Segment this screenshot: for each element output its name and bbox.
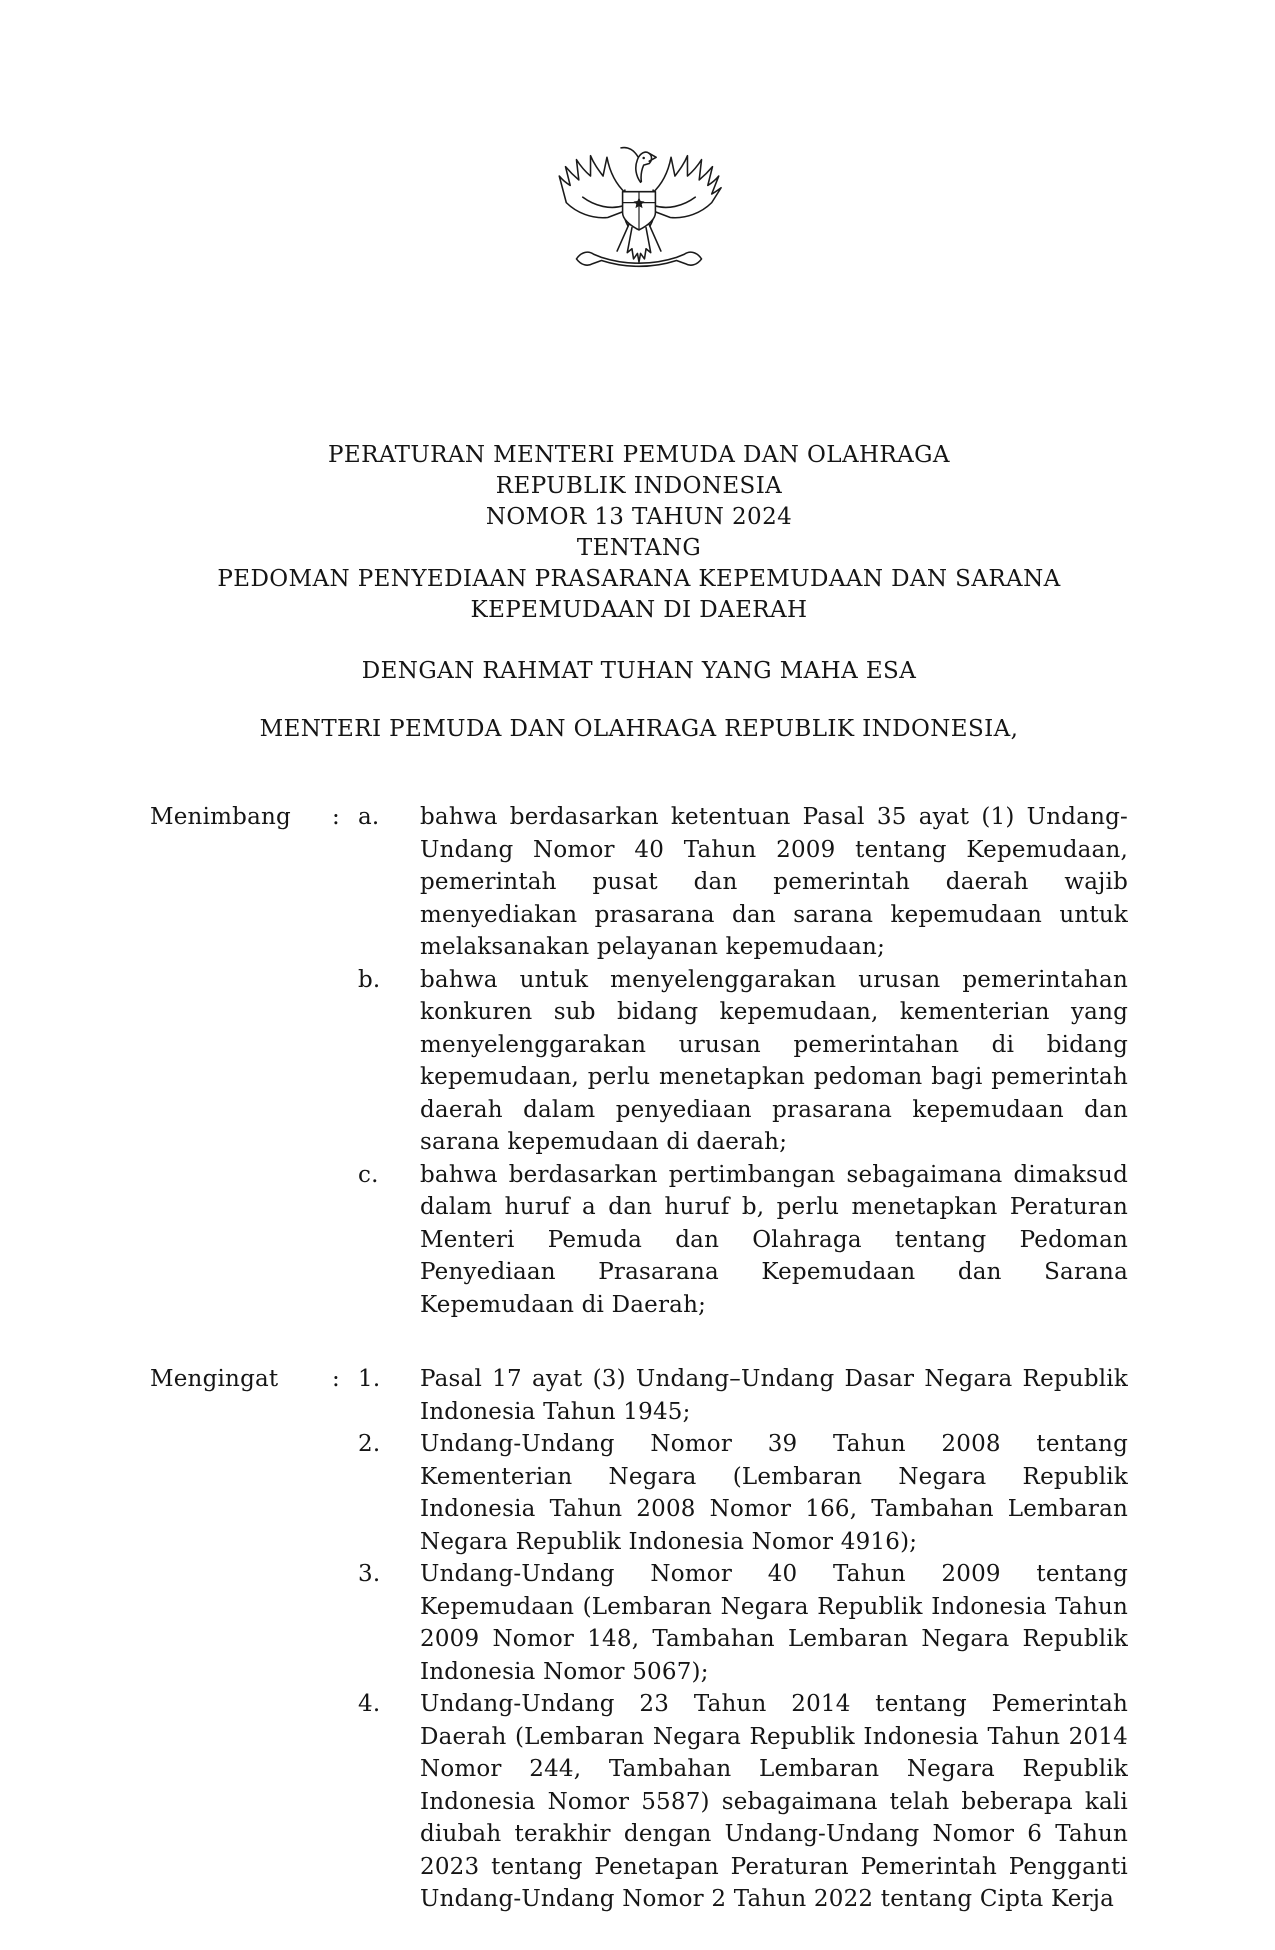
invocation-line: DENGAN RAHMAT TUHAN YANG MAHA ESA	[361, 658, 917, 684]
item-marker: 2.	[358, 1431, 381, 1457]
item-text: bahwa berdasarkan pertimbangan sebagaimana dimaksud dalam huruf a dan huruf b, perlu menetapkan Peraturan Menteri Pemuda dan Olahraga tentang Pedoman Penyediaan Prasarana Kepemudaan dan Sarana Kepemudaan di Daerah;	[420, 1161, 1128, 1318]
item-marker: 1.	[358, 1366, 381, 1392]
section-label-mengingat: Mengingat	[150, 1366, 279, 1392]
item-text: Pasal 17 ayat (3) Undang–Undang Dasar Negara Republik Indonesia Tahun 1945;	[420, 1366, 1128, 1425]
item-text: bahwa untuk menyelenggarakan urusan pemerintahan konkuren sub bidang kepemudaan, kementerian yang menyelenggarakan urusan pemerintahan di bidang kepemudaan, perlu menetapkan pedoman bagi pemerintah daerah dalam penyediaan prasarana kepemudaan dan sarana kepemudaan di daerah;	[420, 966, 1128, 1155]
title-line-subject-1: PEDOMAN PENYEDIAAN PRASARANA KEPEMUDAAN DAN SARANA	[217, 566, 1061, 592]
title-line-tentang: TENTANG	[576, 535, 702, 561]
item-marker: 3.	[358, 1561, 381, 1587]
item-marker: c.	[358, 1161, 379, 1188]
legal-basis-item	[358, 1558, 1128, 1688]
item-text: Undang-Undang Nomor 39 Tahun 2008 tentang Kementerian Negara (Lembaran Negara Republik Indonesia Tahun 2008 Nomor 166, Tambahan Lembaran Negara Republik Indonesia Nomor 4916);	[420, 1431, 1128, 1555]
issuer-line: MENTERI PEMUDA DAN OLAHRAGA REPUBLIK INDONESIA,	[259, 716, 1019, 742]
legal-basis-item	[358, 1688, 1128, 1916]
section-label-menimbang: Menimbang	[150, 804, 291, 830]
item-text: bahwa berdasarkan ketentuan Pasal 35 ayat (1) Undang-Undang Nomor 40 Tahun 2009 tentang Kepemudaan, pemerintah pusat dan pemerintah daerah wajib menyediakan prasarana dan sarana kepemudaan untuk melaksanakan pelayanan kepemudaan;	[420, 804, 1128, 960]
consideration-item	[358, 1159, 1128, 1322]
legal-basis-item	[358, 1428, 1128, 1558]
title-line-subject-2: KEPEMUDAAN DI DAERAH	[470, 597, 808, 623]
mengingat-items	[358, 1363, 1128, 1916]
menimbang-items	[358, 801, 1128, 1321]
item-text: Undang-Undang 23 Tahun 2014 tentang Pemerintah Daerah (Lembaran Negara Republik Indonesia Tahun 2014 Nomor 244, Tambahan Lembaran Negara Republik Indonesia Nomor 5587) sebagaimana telah beberapa kali diubah terakhir dengan Undang-Undang Nomor 6 Tahun 2023 tentang Penetapan Peraturan Pemerintah Pengganti Undang-Undang Nomor 2 Tahun 2022 tentang Cipta Kerja	[420, 1691, 1128, 1912]
section-mengingat	[150, 1363, 1128, 1916]
section-colon: :	[332, 1366, 340, 1392]
title-line-republic: REPUBLIK INDONESIA	[495, 473, 783, 499]
document-content	[150, 0, 1128, 1916]
consideration-item	[358, 964, 1128, 1159]
consideration-item	[358, 801, 1128, 964]
item-marker: b.	[358, 966, 381, 993]
section-menimbang	[150, 801, 1128, 1321]
legal-basis-item	[358, 1363, 1128, 1428]
garuda-pancasila-emblem	[150, 0, 1128, 308]
item-marker: 4.	[358, 1691, 381, 1717]
title-line-number: NOMOR 13 TAHUN 2024	[485, 504, 793, 530]
item-marker: a.	[358, 804, 380, 830]
title-line-regulation: PERATURAN MENTERI PEMUDA DAN OLAHRAGA	[328, 442, 950, 468]
section-colon: :	[332, 804, 340, 830]
item-text: Undang-Undang Nomor 40 Tahun 2009 tentang Kepemudaan (Lembaran Negara Republik Indonesia Tahun 2009 Nomor 148, Tambahan Lembaran Negara Republik Indonesia Nomor 5067);	[420, 1561, 1128, 1685]
document-title	[150, 440, 1128, 626]
